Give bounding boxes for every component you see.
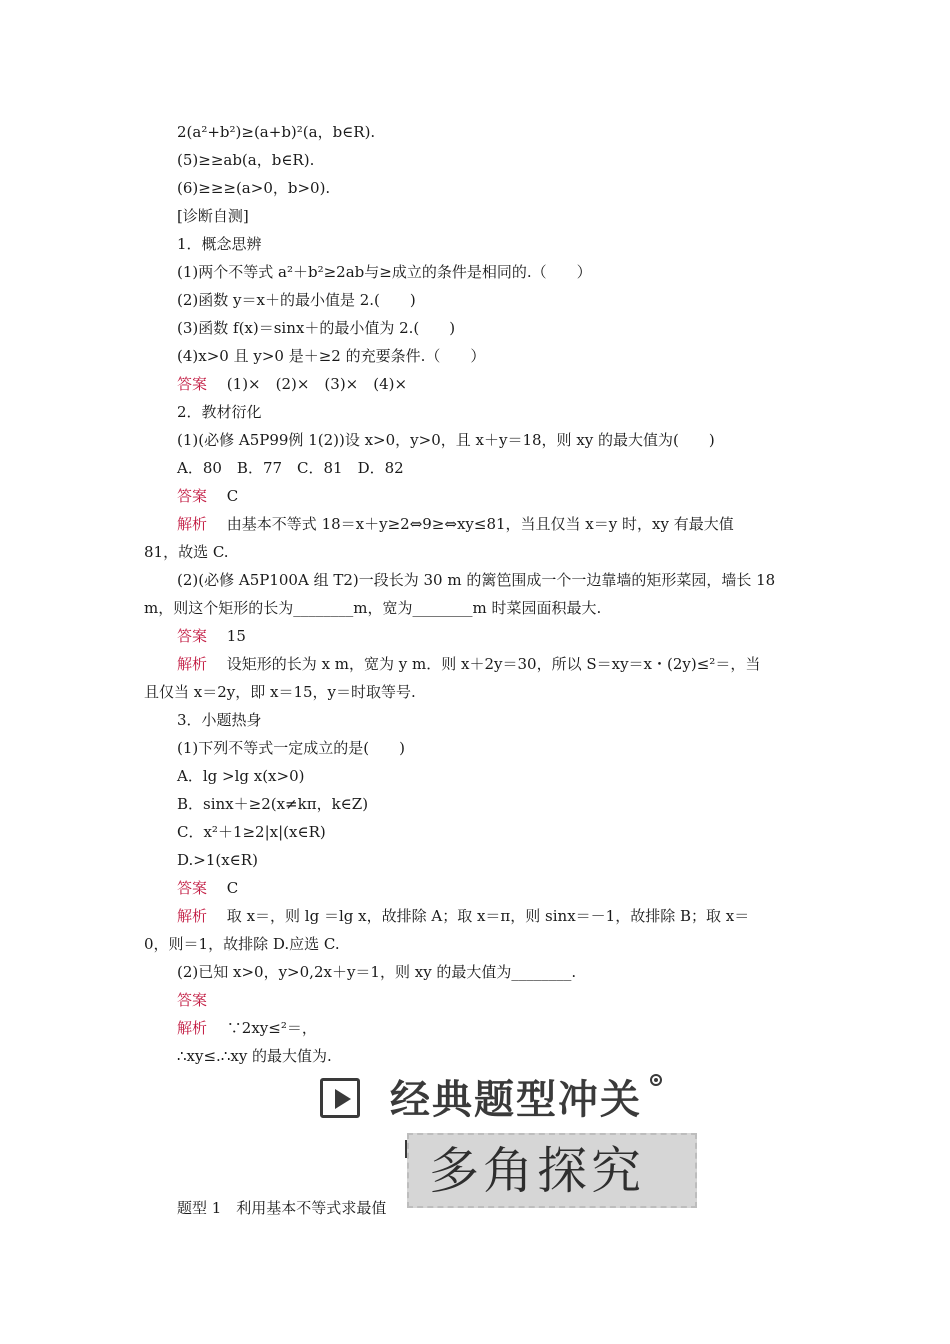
analysis-line xyxy=(177,654,760,674)
banner-title: 经典题型冲关 xyxy=(390,1077,642,1123)
answer-value: (1)× (2)× (3)× (4)× xyxy=(226,375,408,393)
analysis-label: 解析 xyxy=(177,655,208,673)
play-icon xyxy=(320,1078,360,1118)
question-line: (1)两个不等式 a²＋b²≥2ab与≥成立的条件是相同的.（ ） xyxy=(177,263,592,281)
answer-line xyxy=(177,374,407,394)
analysis-line xyxy=(177,906,749,926)
answer-line xyxy=(177,626,246,646)
question-line: (2)(必修 A5P100A 组 T2)一段长为 30 m 的篱笆围成一个一边靠墙的矩形菜园，墙长 18 xyxy=(177,571,776,589)
analysis-continuation: ∴xy≤.∴xy 的最大值为. xyxy=(177,1047,332,1065)
answer-line xyxy=(177,878,238,898)
question-continuation: m，则这个矩形的长为________m，宽为________m 时菜园面积最大. xyxy=(144,599,602,617)
section-banner xyxy=(320,1074,670,1126)
registered-mark-icon xyxy=(650,1074,662,1086)
answer-value: 15 xyxy=(226,627,246,645)
analysis-label: 解析 xyxy=(177,907,208,925)
answer-label: 答案 xyxy=(177,627,208,645)
subsection-heading: 3．小题热身 xyxy=(177,711,262,729)
analysis-label: 解析 xyxy=(177,1019,208,1037)
answer-value: C xyxy=(226,879,239,897)
option-line: B．sinx＋≥2(x≠kπ，k∈Z) xyxy=(177,795,369,813)
analysis-continuation: 81，故选 C. xyxy=(144,543,229,561)
question-line: (1)(必修 A5P99例 1(2))设 x>0，y>0，且 x＋y＝18，则 xy 的最大值为( ) xyxy=(177,431,715,449)
option-line: C．x²＋1≥2|x|(x∈R) xyxy=(177,823,326,841)
options-line: A．80 B．77 C．81 D．82 xyxy=(177,459,404,477)
answer-label: 答案 xyxy=(177,487,208,505)
answer-value: C xyxy=(226,487,239,505)
analysis-text: ∵2xy≤²＝， xyxy=(226,1019,317,1037)
question-line: (2)函数 y＝x＋的最小值是 2.( ) xyxy=(177,291,416,309)
analysis-label: 解析 xyxy=(177,515,208,533)
option-line: D.>1(x∈R) xyxy=(177,851,258,869)
question-line: (3)函数 f(x)＝sinx＋的最小值为 2.( ) xyxy=(177,319,456,337)
analysis-text: 由基本不等式 18＝x＋y≥2⇔9≥⇔xy≤81，当且仅当 x＝y 时，xy 有最大值 xyxy=(226,515,734,533)
banner-subtitle: 多角探究 xyxy=(429,1142,645,1200)
answer-label: 答案 xyxy=(177,375,208,393)
analysis-continuation: 0，则＝1，故排除 D.应选 C. xyxy=(144,935,340,953)
text-line: (5)≥≥ab(a，b∈R). xyxy=(177,151,315,169)
analysis-line xyxy=(177,514,734,534)
answer-line xyxy=(177,990,207,1010)
analysis-text: 设矩形的长为 x m，宽为 y m．则 x＋2y＝30，所以 S＝xy＝x・(2y)≤²＝，当 xyxy=(226,655,761,673)
analysis-line xyxy=(177,1018,317,1038)
question-line: (1)下列不等式一定成立的是( ) xyxy=(177,739,405,757)
answer-label: 答案 xyxy=(177,879,208,897)
analysis-text: 取 x＝，则 lg ＝lg x，故排除 A；取 x＝π，则 sinx＝－1，故排除 B；取 x＝ xyxy=(226,907,750,925)
question-line: (4)x>0 且 y>0 是＋≥2 的充要条件.（ ） xyxy=(177,347,486,365)
banner-subtitle-box xyxy=(407,1133,697,1208)
text-line: (6)≥≥≥(a>0，b>0). xyxy=(177,179,331,197)
answer-line xyxy=(177,486,238,506)
subsection-heading: 1．概念思辨 xyxy=(177,235,262,253)
topic-heading: 题型 1 利用基本不等式求最值 xyxy=(177,1199,387,1217)
section-heading: [诊断自测] xyxy=(177,207,249,225)
analysis-continuation: 且仅当 x＝2y，即 x＝15，y＝时取等号. xyxy=(144,683,416,701)
text-line: 2(a²+b²)≥(a+b)²(a，b∈R). xyxy=(177,123,376,141)
question-line: (2)已知 x>0，y>0,2x＋y＝1，则 xy 的最大值为________. xyxy=(177,963,577,981)
subsection-heading: 2．教材衍化 xyxy=(177,403,262,421)
answer-label: 答案 xyxy=(177,991,208,1009)
option-line: A．lg >lg x(x>0) xyxy=(177,767,305,785)
